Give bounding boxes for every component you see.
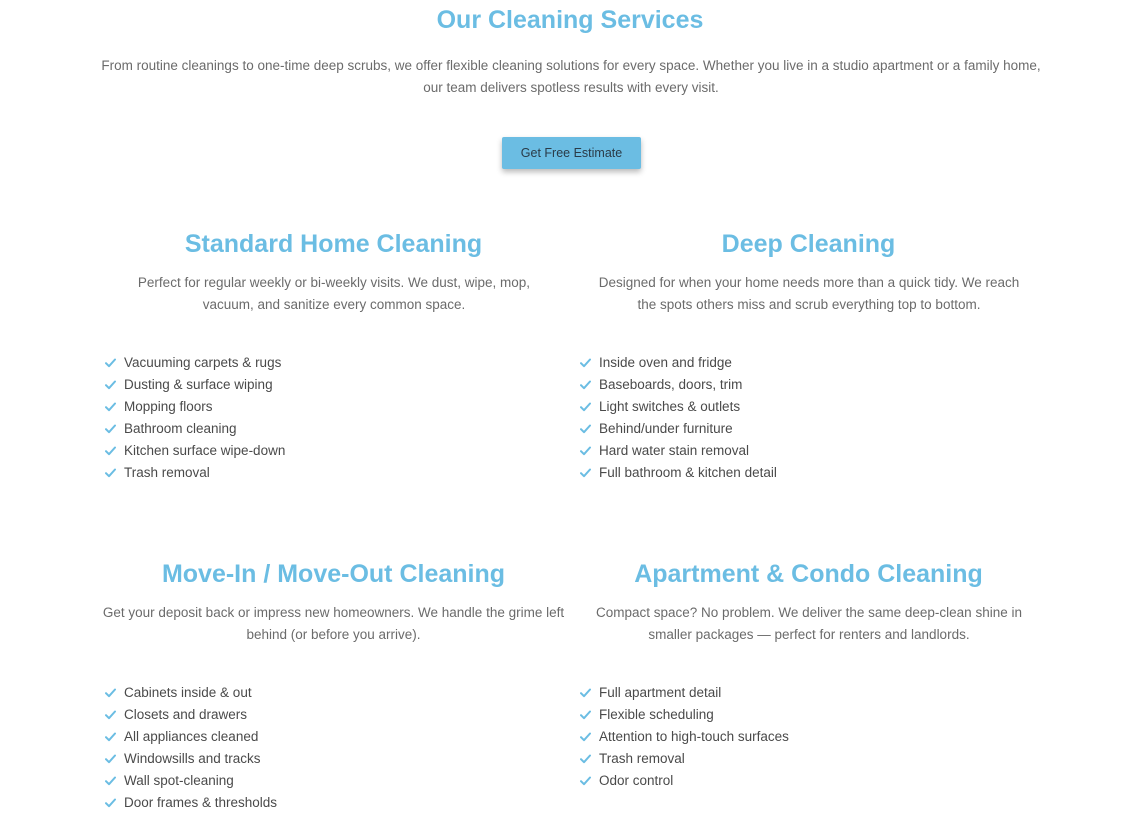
- feature-item: [580, 726, 789, 748]
- check-icon: [105, 380, 116, 390]
- check-icon: [105, 424, 116, 434]
- feature-label: Inside oven and fridge: [599, 355, 732, 370]
- feature-label: Bathroom cleaning: [124, 421, 237, 436]
- check-icon: [580, 732, 591, 742]
- feature-label: Attention to high-touch surfaces: [599, 729, 789, 744]
- feature-item: [105, 462, 285, 484]
- feature-item: [105, 440, 285, 462]
- feature-item: [580, 440, 777, 462]
- service-title: Standard Home Cleaning: [184, 230, 483, 258]
- feature-label: Baseboards, doors, trim: [599, 377, 743, 392]
- feature-label: Light switches & outlets: [599, 399, 741, 414]
- check-icon: [105, 710, 116, 720]
- feature-label: Door frames & thresholds: [124, 795, 278, 810]
- feature-item: [105, 374, 285, 396]
- check-icon: [105, 446, 116, 456]
- feature-label: All appliances cleaned: [124, 729, 259, 744]
- check-icon: [580, 424, 591, 434]
- hero-description: From routine cleanings to one-time deep scrubs, we offer flexible cleaning solutions for every space. Whether you live in a studio apartment or a family home, our team delivers spotless results with every visit.: [101, 58, 1041, 95]
- feature-item: [580, 682, 789, 704]
- feature-label: Hard water stain removal: [599, 443, 750, 458]
- feature-label: Behind/under furniture: [599, 421, 733, 436]
- check-icon: [105, 468, 116, 478]
- check-icon: [580, 402, 591, 412]
- check-icon: [580, 710, 591, 720]
- service-description: Get your deposit back or impress new homeowners. We handle the grime left behind (or before you arrive).: [102, 605, 565, 642]
- get-free-estimate-button[interactable]: Get Free Estimate: [502, 137, 641, 169]
- feature-label: Vacuuming carpets & rugs: [124, 355, 282, 370]
- service-description: Compact space? No problem. We deliver the same deep-clean shine in smaller packages — perfect for renters and landlords.: [596, 605, 1022, 642]
- feature-label: Wall spot-cleaning: [124, 773, 234, 788]
- check-icon: [580, 776, 591, 786]
- feature-item: [105, 792, 277, 814]
- service-description: Perfect for regular weekly or bi-weekly visits. We dust, wipe, mop, vacuum, and sanitize every common space.: [137, 275, 531, 312]
- feature-label: Flexible scheduling: [599, 707, 714, 722]
- check-icon: [580, 468, 591, 478]
- check-icon: [105, 402, 116, 412]
- feature-item: [580, 770, 789, 792]
- feature-label: Full bathroom & kitchen detail: [599, 465, 777, 480]
- check-icon: [580, 754, 591, 764]
- feature-item: [105, 682, 277, 704]
- feature-item: [580, 374, 777, 396]
- feature-label: Trash removal: [124, 465, 210, 480]
- check-icon: [580, 446, 591, 456]
- feature-item: [105, 418, 285, 440]
- check-icon: [105, 776, 116, 786]
- feature-item: [105, 748, 277, 770]
- feature-label: Trash removal: [599, 751, 685, 766]
- check-icon: [105, 358, 116, 368]
- feature-item: [105, 770, 277, 792]
- feature-label: Mopping floors: [124, 399, 213, 414]
- feature-item: [580, 396, 777, 418]
- feature-item: [580, 352, 777, 374]
- check-icon: [105, 798, 116, 808]
- feature-item: [580, 748, 789, 770]
- feature-list: [580, 352, 777, 484]
- check-icon: [105, 754, 116, 764]
- feature-label: Cabinets inside & out: [124, 685, 252, 700]
- feature-label: Odor control: [599, 773, 674, 788]
- service-standard-home-cleaning: [96, 226, 571, 480]
- service-title: Deep Cleaning: [721, 230, 896, 258]
- feature-label: Windowsills and tracks: [124, 751, 261, 766]
- service-move-in-move-out-cleaning: [96, 556, 571, 810]
- check-icon: [580, 688, 591, 698]
- feature-item: [580, 418, 777, 440]
- feature-list: [580, 682, 789, 792]
- feature-item: [580, 462, 777, 484]
- feature-label: Closets and drawers: [124, 707, 248, 722]
- feature-label: Kitchen surface wipe-down: [124, 443, 286, 458]
- service-title: Apartment & Condo Cleaning: [634, 560, 983, 588]
- service-deep-cleaning: [571, 226, 1046, 480]
- feature-item: [580, 704, 789, 726]
- service-description: Designed for when your home needs more than a quick tidy. We reach the spots others miss and scrub everything top to bottom.: [598, 275, 1020, 312]
- page-title: Our Cleaning Services: [436, 6, 704, 34]
- check-icon: [105, 732, 116, 742]
- feature-label: Dusting & surface wiping: [124, 377, 273, 392]
- feature-list: [105, 682, 277, 814]
- service-title: Move-In / Move-Out Cleaning: [161, 560, 506, 588]
- feature-list: [105, 352, 285, 484]
- feature-item: [105, 352, 285, 374]
- feature-item: [105, 396, 285, 418]
- service-apartment-condo-cleaning: [571, 556, 1046, 788]
- check-icon: [580, 358, 591, 368]
- feature-label: Full apartment detail: [599, 685, 722, 700]
- check-icon: [580, 380, 591, 390]
- check-icon: [105, 688, 116, 698]
- feature-item: [105, 704, 277, 726]
- feature-item: [105, 726, 277, 748]
